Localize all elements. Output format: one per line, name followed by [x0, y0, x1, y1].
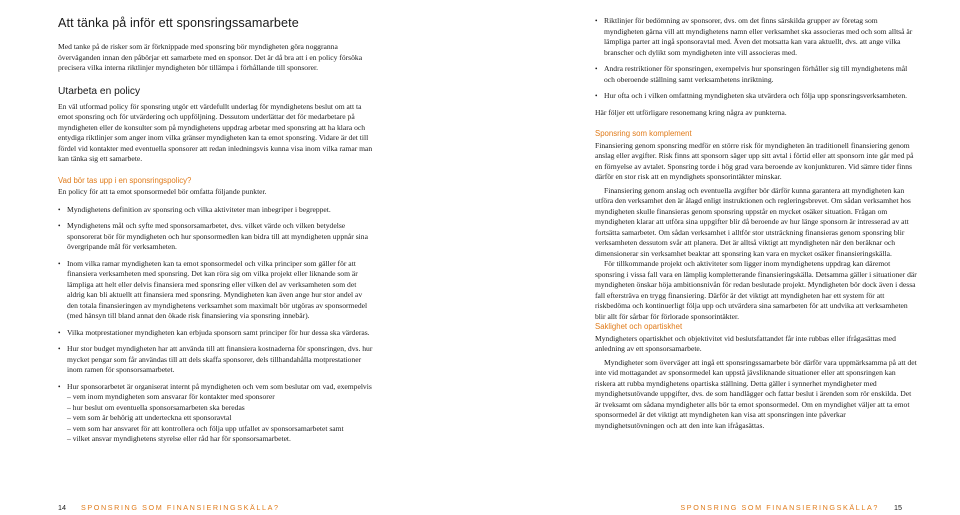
page-number: 14 [58, 503, 66, 512]
sub-list-item: – hur beslut om eventuella sponsorsamarbeten ska beredas [67, 402, 245, 412]
list-item: • Riktlinjer för bedömning av sponsorer, dvs. om det finns särskilda grupper av företag som myndigheten gärna vill att myndighetens namn eller verksamhet ska associeras med och som alltså är lämpliga parter att ingå sponsoravtal med. Även det motsatta kan vara aktuellt, dvs. att ange vilka branscher och dylikt som myndigheten inte vill associeras med. [595, 16, 913, 57]
list-item: • Inom vilka ramar myndigheten kan ta emot sponsormedel och vilka principer som gäller för att finansiera verksamheten med sponsring. Det kan röra sig om vilka projekt eller liknande som är lämpliga att helt eller delvis finansiera med sponsring eller vilken del av verksamheten som det aldrig kan bli aktuellt att finansiera med sponsring. Myndigheten kan även ange hur stor andel av den totala finansieringen av myndighetens verksamhet som maximalt bör utgöras av sponsormedel (med hänsyn till bland annat den ökade risk finansiering via sponsring innebär). [58, 258, 368, 320]
bullet-icon: • [58, 382, 61, 391]
sub-list [67, 392, 375, 445]
list-item: • Myndighetens mål och syfte med sponsorsamarbetet, dvs. vilket värde och vilken betydelse sponsorerat bör för myndigheten och hur sponsormedlen kan bidra till att myndigheten uppnår sina övergripande mål för verksamheten. [58, 221, 368, 251]
complement-heading: Sponsring som komplement [595, 129, 692, 138]
list-item: • Hur ofta och i vilken omfattning myndigheten ska utvärdera och följa upp sponsringsverksamheten. [595, 91, 908, 100]
left-column [58, 16, 375, 451]
policy-bullet-list-continued [595, 16, 917, 102]
bullet-icon: • [595, 65, 598, 73]
page-title: Att tänka på inför ett sponsringssamarbete [58, 16, 299, 30]
reconsider-paragraph: Här följer ett utförligare resonemang kring några av punkterna. [595, 107, 787, 117]
bullet-icon: • [58, 222, 61, 230]
bullet-icon: • [58, 205, 61, 214]
footer-right [680, 503, 902, 512]
objectivity-paragraph: Myndigheter som överväger att ingå ett sponsringssamarbete bör därför vara uppmärksamma på att det inte vid mottagandet av sponsormedel kan uppstå jävsliknande situationer eller att sponsringen kan riskera att rubba myndighetens opartiska ställning. Detta gäller i synnerhet myndigheter med myndighetsutövande uppgifter, dvs. de som handlägger och fattar beslut i ärenden som rör enskilda. Det är tveksamt om sådana myndigheter alls bör ta emot sponsormedel. Om en myndighet väljer att ta emot sponsormedel är det viktigt att myndigheten kan visa att sponsringen inte påverkar myndighetsutövningen och att den inte kan ifrågasättas. [595, 357, 917, 430]
policy-heading: Utarbeta en policy [58, 85, 141, 97]
footer-title: SPONSRING SOM FINANSIERINGSKÄLLA? [81, 503, 280, 512]
bullet-icon: • [595, 92, 598, 100]
list-item: • Vilka motprestationer myndigheten kan erbjuda sponsorn samt principer för hur dessa ska värderas. [58, 327, 370, 337]
bullet-icon: • [58, 345, 61, 353]
policy-bullet-list [58, 205, 375, 445]
intro-paragraph: Med tanke på de risker som är förknippade med sponsring bör myndigheten göra noggranna överväganden innan den påbörjar ett samarbete med en sponsor. Det är då bra att i en policy försöka precisera vilka interna riktlinjer myndigheten bör tillämpa i förhållande till sponsorer. [58, 42, 363, 72]
objectivity-heading: Saklighet och opartiskhet [595, 322, 683, 331]
right-column [595, 16, 917, 431]
right-page [480, 0, 960, 515]
sub-list-item: – vem inom myndigheten som ansvarar för kontakter med sponsorer [67, 392, 275, 401]
footer-title: SPONSRING SOM FINANSIERINGSKÄLLA? [680, 503, 879, 512]
list-item: • Hur sponsorarbetet är organiserat internt på myndigheten och vem som beslutar om vad, exempelvis – vem inom myndigheten som ansvarar för kontakter med sponsorer – hur beslut om eventuella sponsorsamarbeten ska beredas – vem som är behörig att underteckna ett sponsoravtal – vem som har ansvaret för att kontrollera och följa upp utfallet av sponsorsamarbetet samt – vilket ansvar myndighetens styrelse eller råd har för sponsorsamarbetet. [58, 382, 375, 445]
sub-list-item: – vem som har ansvaret för att kontrollera och följa upp utfallet av sponsorsamarbetet samt [67, 423, 344, 433]
sub-list-item: – vem som är behörig att underteckna ett sponsoravtal [67, 413, 232, 422]
sub-list-item: – vilket ansvar myndighetens styrelse eller råd har för sponsorsamarbetet. [67, 434, 291, 443]
complement-paragraph: Finansiering genom sponsring medför en större risk för myndigheten än traditionell finansiering genom anslag eller avgifter. Risk finns att sponsorn säger upp sitt avtal i förtid eller att sponsorn inte går med på en förnyelse av avtalet. Sponsring torde i hög grad vara beroende av konjunkturen. Vid sämre tider finns därför en stor risk att en myndighets sponsorintäkter minskar. [595, 140, 914, 181]
bullet-icon: • [58, 259, 61, 268]
list-item: • Myndighetens definition av sponsring och vilka aktiviteter man inbegriper i begreppet. [58, 204, 331, 214]
objectivity-paragraph: Myndigheters opartiskhet och objektivitet vid beslutsfattandet får inte rubbas eller ifrågasättas med anledning av ett sponsorsamarbete. [595, 333, 896, 353]
complement-paragraph: Finansiering genom anslag och eventuella avgifter bör därför kunna garantera att myndigheten kan utföra den verksamhet den är ålagd enligt instruktionen och regleringsbrevet. Om sådan verksamhet hos myndigheten skulle finansieras genom sponsring uppstår en mycket osäker situation. Frågan om myndigheten klarar att utföra sina uppgifter blir då beroende av hur länge sponsorn är intresserad av att fortsätta samarbetet. Om sådan verksamhet i alltför stor utsträckning finansieras genom sponsring blir verksamheten dessutom svår att planera. Det är alltså viktigt att myndigheten när den beräknar och dimensionerar sin verksamhet beaktar att sponsring kan vara en mycket osäker finansieringskälla. [595, 185, 911, 258]
policy-content-heading: Vad bör tas upp i en sponsringspolicy? [58, 175, 192, 185]
policy-content-intro: En policy för att ta emot sponsormedel bör omfatta följande punkter. [58, 187, 267, 196]
bullet-icon: • [595, 17, 598, 25]
list-item: • Hur stor budget myndigheten har att använda till att finansiera kostnaderna för sponsringen, dvs. hur mycket pengar som får användas till att dels skaffa sponsorer, dels tillhandahålla motprestationer inom ramen för sponsorsamarbetet. [58, 344, 373, 374]
page-number: 15 [894, 503, 902, 512]
policy-paragraph: En väl utformad policy för sponsring utgör ett värdefullt underlag för myndighetens beslut om att ta emot sponsring och för utvärdering och uppföljning. Dessutom underlättar det för medarbetare på myndigheten eller de konsulter som på myndighetens uppdrag arbetar med sponsring att ha klara och entydiga riktlinjer som anger inom vilka gränser myndigheten kan ta emot sponsring. Vidare är det till fördel vid kontakter med eventuella sponsorer att redan inledningsvis kunna visa inom vilka ramar man kan tänka sig ett samarbete. [58, 101, 373, 163]
bullet-icon: • [58, 328, 61, 337]
footer-left [58, 503, 280, 512]
list-item: • Andra restriktioner för sponsringen, exempelvis hur sponsringen förhåller sig till myndighetens mål och oberoende ställning samt verksamhetens inriktning. [595, 64, 908, 84]
complement-paragraph: För tillkommande projekt och aktiviteter som ligger inom myndighetens uppdrag kan däremot sponsring i vissa fall vara en lämplig kompletterande finansieringskälla. Detsamma gäller i situationer där myndigheten önskar höja ambitionsnivån för redan beslutade projekt. Myndigheten bör dock även i dessa fall eftersträva en trygg finansiering. Därför är det viktigt att myndigheten har ett system för att riskbedöma och kontinuerligt följa upp och utvärdera sina samarbeten för att undvika att verksamheten blir allt för sårbar för förlorade sponsorintäkter. [595, 259, 917, 321]
